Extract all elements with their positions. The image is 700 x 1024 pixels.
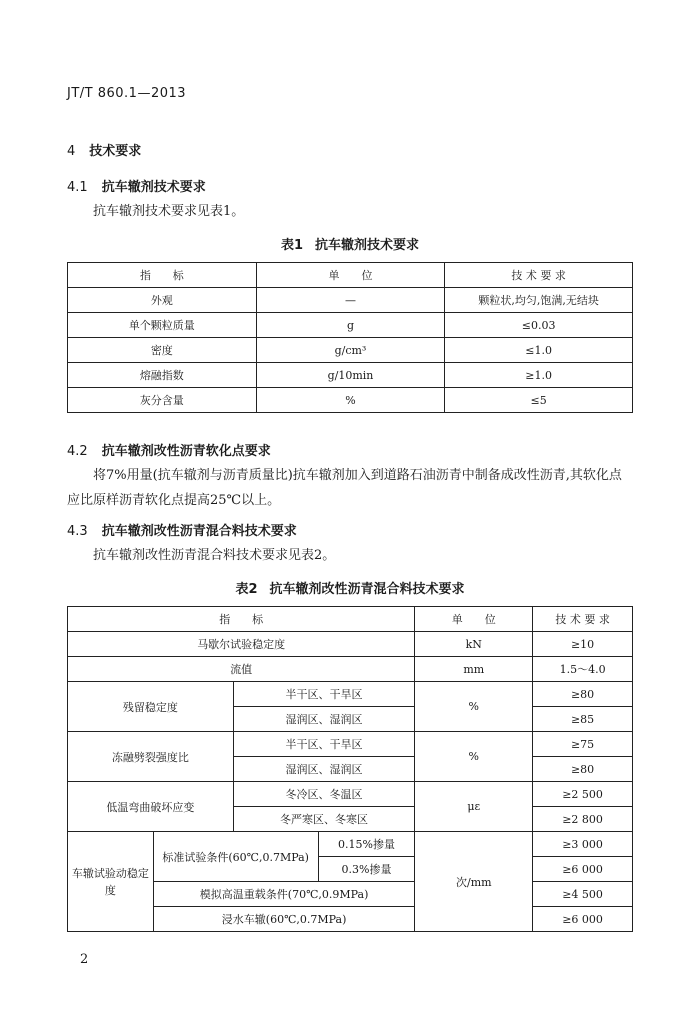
cell-indicator: 单个颗粒质量 <box>68 313 257 338</box>
section-4-1-heading <box>67 176 206 195</box>
standard-code: JT/T 860.1—2013 <box>67 86 187 101</box>
cell-requirement: ≥4 500 <box>533 882 633 907</box>
table-header-row <box>68 263 633 288</box>
header-unit: 单 位 <box>256 263 445 288</box>
cell-requirement: ≤5 <box>445 388 633 413</box>
cell-unit: % <box>256 388 445 413</box>
table-1-caption <box>0 234 700 253</box>
cell-requirement: ≤1.0 <box>445 338 633 363</box>
cell-unit: g/10min <box>256 363 445 388</box>
cell-requirement: ≥1.0 <box>445 363 633 388</box>
cell-condition: 半干区、干旱区 <box>233 682 415 707</box>
cell-unit: 次/mm <box>415 832 533 932</box>
cell-condition: 标准试验条件(60℃,0.7MPa) <box>153 832 318 882</box>
cell-dosage: 0.15%掺量 <box>318 832 415 857</box>
cell-requirement: ≥2 500 <box>533 782 633 807</box>
cell-condition: 湿润区、湿润区 <box>233 707 415 732</box>
section-title: 技术要求 <box>89 144 142 159</box>
section-4-2-heading <box>67 440 271 459</box>
cell-requirement: ≥85 <box>533 707 633 732</box>
cell-unit: kN <box>415 632 533 657</box>
cell-requirement: ≥75 <box>533 732 633 757</box>
table-row <box>68 288 633 313</box>
cell-requirement: ≥6 000 <box>533 857 633 882</box>
cell-requirement: ≤0.03 <box>445 313 633 338</box>
cell-marshall-stability: 马歇尔试验稳定度 <box>68 632 415 657</box>
table-row <box>68 313 633 338</box>
page-number: 2 <box>80 952 89 967</box>
cell-condition: 湿润区、湿润区 <box>233 757 415 782</box>
cell-requirement: ≥2 800 <box>533 807 633 832</box>
cell-unit: % <box>415 732 533 782</box>
section-4-1-text: 抗车辙剂技术要求见表1。 <box>93 204 245 219</box>
cell-requirement: 1.5～4.0 <box>533 657 633 682</box>
table-row <box>68 363 633 388</box>
table-header-row <box>68 607 633 632</box>
header-requirement: 技 术 要 求 <box>445 263 633 288</box>
cell-requirement: ≥3 000 <box>533 832 633 857</box>
caption-number: 表2 <box>235 582 258 597</box>
cell-requirement: ≥6 000 <box>533 907 633 932</box>
header-indicator: 指 标 <box>68 263 257 288</box>
cell-indicator: 灰分含量 <box>68 388 257 413</box>
cell-condition: 浸水车辙(60℃,0.7MPa) <box>153 907 415 932</box>
section-number: 4.1 <box>67 180 88 195</box>
section-title: 抗车辙剂改性沥青软化点要求 <box>101 444 271 459</box>
cell-condition: 半干区、干旱区 <box>233 732 415 757</box>
cell-requirement: 颗粒状,均匀,饱满,无结块 <box>445 288 633 313</box>
section-4-2-text-line1: 将7%用量(抗车辙剂与沥青质量比)抗车辙剂加入到道路石油沥青中制备成改性沥青,其软化点 <box>93 468 622 483</box>
cell-unit: με <box>415 782 533 832</box>
table-1 <box>67 262 633 413</box>
cell-rutting-stability: 车辙试验动稳定度 <box>68 832 154 932</box>
section-4-3-text: 抗车辙剂改性沥青混合料技术要求见表2。 <box>93 548 336 563</box>
cell-unit: g <box>256 313 445 338</box>
section-number: 4.3 <box>67 524 88 539</box>
cell-indicator: 外观 <box>68 288 257 313</box>
table-row <box>68 782 633 807</box>
cell-unit: — <box>256 288 445 313</box>
cell-residual-stability: 残留稳定度 <box>68 682 234 732</box>
section-title: 抗车辙剂改性沥青混合料技术要求 <box>101 524 297 539</box>
table-row <box>68 732 633 757</box>
cell-freeze-thaw: 冻融劈裂强度比 <box>68 732 234 782</box>
section-4-3-heading <box>67 520 297 539</box>
table-2 <box>67 606 633 932</box>
caption-title: 抗车辙剂改性沥青混合料技术要求 <box>269 582 465 597</box>
table-row <box>68 657 633 682</box>
cell-unit: mm <box>415 657 533 682</box>
section-number: 4 <box>67 144 76 159</box>
table-2-caption <box>0 578 700 597</box>
section-4-heading <box>67 140 141 159</box>
cell-unit: g/cm³ <box>256 338 445 363</box>
table-row <box>68 682 633 707</box>
cell-condition: 冬严寒区、冬寒区 <box>233 807 415 832</box>
cell-indicator: 熔融指数 <box>68 363 257 388</box>
cell-condition: 冬冷区、冬温区 <box>233 782 415 807</box>
cell-dosage: 0.3%掺量 <box>318 857 415 882</box>
section-title: 抗车辙剂技术要求 <box>101 180 206 195</box>
cell-requirement: ≥80 <box>533 682 633 707</box>
header-requirement: 技 术 要 求 <box>533 607 633 632</box>
cell-requirement: ≥10 <box>533 632 633 657</box>
table-row <box>68 832 633 857</box>
cell-unit: % <box>415 682 533 732</box>
cell-flow-value: 流值 <box>68 657 415 682</box>
table-row <box>68 388 633 413</box>
cell-low-temp-strain: 低温弯曲破坏应变 <box>68 782 234 832</box>
cell-condition: 模拟高温重载条件(70℃,0.9MPa) <box>153 882 415 907</box>
table-row <box>68 338 633 363</box>
section-number: 4.2 <box>67 444 88 459</box>
caption-number: 表1 <box>280 238 304 253</box>
table-row <box>68 632 633 657</box>
cell-indicator: 密度 <box>68 338 257 363</box>
header-indicator: 指 标 <box>68 607 415 632</box>
header-unit: 单 位 <box>415 607 533 632</box>
section-4-2-text-line2: 应比原样沥青软化点提高25℃以上。 <box>67 493 281 508</box>
caption-title: 抗车辙剂技术要求 <box>315 238 420 253</box>
cell-requirement: ≥80 <box>533 757 633 782</box>
